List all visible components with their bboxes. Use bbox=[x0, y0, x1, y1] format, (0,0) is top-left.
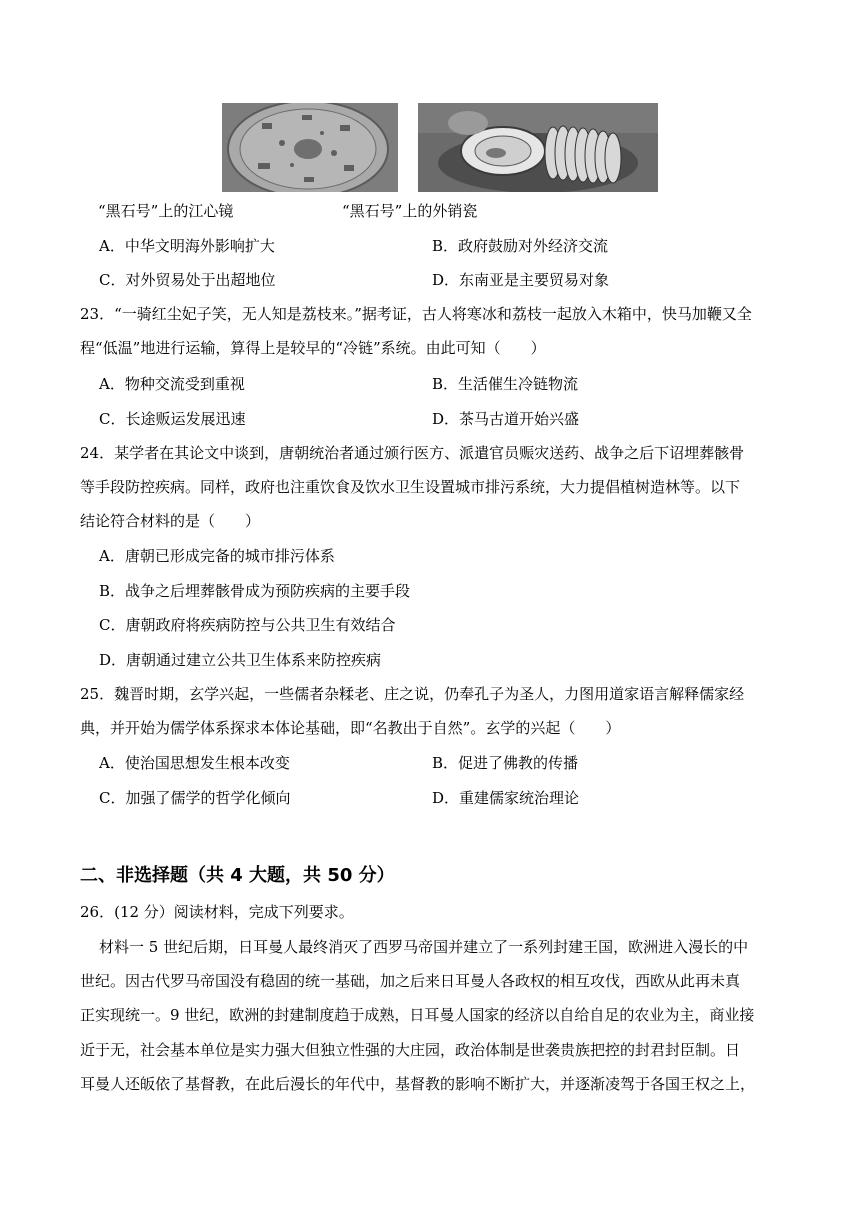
q26-stem: 26．(12 分）阅读材料，完成下列要求。 bbox=[80, 903, 354, 921]
q24-option-b: B．战争之后埋葬骸骨成为预防疾病的主要手段 bbox=[99, 582, 411, 600]
q24-option-d: D．唐朝通过建立公共卫生体系来防控疾病 bbox=[99, 651, 382, 669]
q25-stem-line1: 25．魏晋时期，玄学兴起，一些儒者杂糅老、庄之说，仍奉孔子为圣人，力图用道家语言解释儒家经 bbox=[80, 685, 745, 703]
section-heading: 二、非选择题（共 4 大题，共 50 分） bbox=[80, 865, 395, 886]
q25-option-b: B．促进了佛教的传播 bbox=[432, 754, 579, 772]
mirror-photo bbox=[222, 103, 398, 192]
q24-stem-line2: 等手段防控疾病。同样，政府也注重饮食及饮水卫生设置城市排污系统，大力提倡植树造林等。以下 bbox=[80, 478, 741, 496]
q25-option-a: A．使治国思想发生根本改变 bbox=[99, 754, 290, 772]
mirror-caption: “黑石号”上的江心镜 bbox=[98, 202, 234, 220]
porcelain-photo bbox=[418, 103, 658, 192]
q23-option-d: D．茶马古道开始兴盛 bbox=[432, 410, 580, 428]
q23-stem-line1: 23．“一骑红尘妃子笑，无人知是荔枝来。”据考证，古人将寒冰和荔枝一起放入木箱中，快马加鞭又全 bbox=[80, 305, 752, 323]
q24-stem-line1: 24．某学者在其论文中谈到，唐朝统治者通过颁行医方、派遣官员赈灾送药、战争之后下诏埋葬骸骨 bbox=[80, 444, 745, 462]
q23-option-a: A．物种交流受到重视 bbox=[99, 375, 245, 393]
q24-option-c: C．唐朝政府将疾病防控与公共卫生有效结合 bbox=[99, 616, 396, 634]
q25-stem-line2: 典，并开始为儒学体系探求本体论基础，即“名教出于自然”。玄学的兴起（ ） bbox=[80, 719, 621, 737]
q26-material-line1: 材料一 5 世纪后期，日耳曼人最终消灭了西罗马帝国并建立了一系列封建王国，欧洲进入漫长的中 bbox=[99, 938, 749, 956]
q22-option-d: D．东南亚是主要贸易对象 bbox=[432, 271, 610, 289]
q22-option-a: A．中华文明海外影响扩大 bbox=[99, 237, 275, 255]
q26-material-line5: 耳曼人还皈依了基督教，在此后漫长的年代中，基督教的影响不断扩大，并逐渐凌驾于各国王权之上， bbox=[80, 1075, 756, 1093]
q23-stem-line2: 程“低温”地进行运输，算得上是较早的“冷链”系统。由此可知（ ） bbox=[80, 339, 546, 357]
q23-option-b: B．生活催生冷链物流 bbox=[432, 375, 579, 393]
porcelain-caption: “黑石号”上的外销瓷 bbox=[342, 202, 478, 220]
q22-option-b: B．政府鼓励对外经济交流 bbox=[432, 237, 609, 255]
q22-option-c: C．对外贸易处于出超地位 bbox=[99, 271, 276, 289]
q24-stem-line3: 结论符合材料的是（ ） bbox=[80, 512, 261, 530]
q23-option-c: C．长途贩运发展迅速 bbox=[99, 410, 246, 428]
q26-material-line3: 正实现统一。9 世纪，欧洲的封建制度趋于成熟，日耳曼人国家的经济以自给自足的农业为主，商业接 bbox=[80, 1006, 755, 1024]
q25-option-c: C．加强了儒学的哲学化倾向 bbox=[99, 789, 291, 807]
q25-option-d: D．重建儒家统治理论 bbox=[432, 789, 580, 807]
q26-material-line4: 近于无，社会基本单位是实力强大但独立性强的大庄园，政治体制是世袭贵族把控的封君封臣制。日 bbox=[80, 1041, 741, 1059]
q24-option-a: A．唐朝已形成完备的城市排污体系 bbox=[99, 547, 335, 565]
q26-material-line2: 世纪。因古代罗马帝国没有稳固的统一基础，加之后来日耳曼人各政权的相互攻伐，西欧从此再未真 bbox=[80, 972, 741, 990]
